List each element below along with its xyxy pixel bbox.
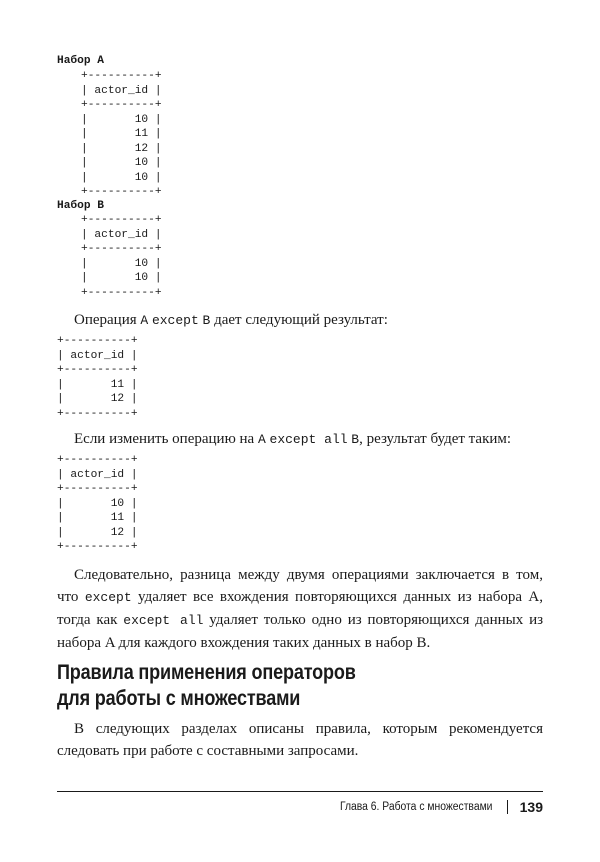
set-a-table: +----------+ | actor_id | +----------+ | 10 | | 11 | | 12 | | 10 | | 10 | +----------+	[81, 70, 162, 198]
section-heading: Правила применения операторов для работы с множествами	[57, 661, 356, 710]
paragraph-difference: Следовательно, разница между двумя операциями заключается в том, что except удаляет все вхождения повторяющихся данных из набора A, тогда как except all удаляет только одно из повторяющихся данных из набора A для каждого вхождения таких данных в набор B.	[57, 567, 544, 651]
paragraph-except-all: Если изменить операцию на A except all B, результат будет таким:	[74, 431, 512, 447]
section-intro: В следующих разделах описаны правила, которым рекомендуется следовать при работе с составными запросами.	[57, 721, 543, 759]
set-a-label: Набор A	[57, 55, 104, 67]
footer-chapter-title: Глава 6. Работа с множествами	[340, 801, 493, 813]
set-b-table: +----------+ | actor_id | +----------+ | 10 | | 10 | +----------+	[81, 214, 162, 299]
paragraph-except: Операция A except B дает следующий результат:	[74, 312, 388, 328]
except-all-result-table: +----------+ | actor_id | +----------+ | 10 | | 11 | | 12 | +----------+	[57, 454, 138, 553]
set-b-label: Набор B	[57, 200, 104, 212]
footer-separator	[507, 800, 508, 814]
footer-rule	[57, 791, 543, 792]
except-result-table: +----------+ | actor_id | +----------+ | 11 | | 12 | +----------+	[57, 335, 138, 420]
page-number: 139	[519, 799, 543, 815]
page-footer	[323, 799, 543, 815]
